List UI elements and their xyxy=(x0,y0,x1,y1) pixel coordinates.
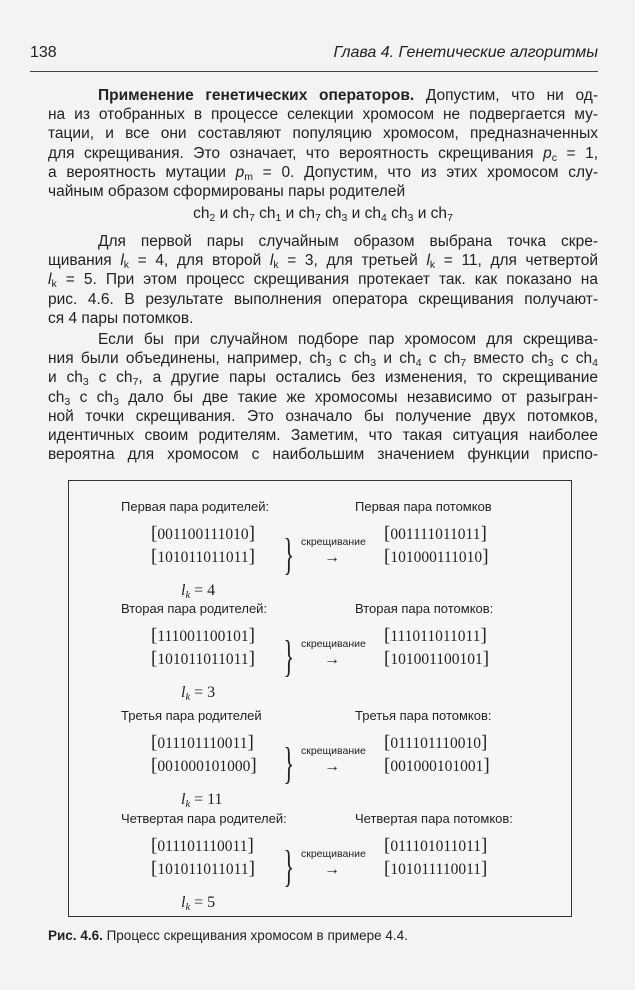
text-segment: = 0. Допустим, что из этих хромосом слу- xyxy=(252,163,598,181)
parents-matrix xyxy=(151,835,255,881)
parents-label: Третья пара родителей xyxy=(121,708,262,723)
text-line xyxy=(48,290,598,309)
pair-block xyxy=(69,499,571,605)
text-line xyxy=(48,270,598,289)
offspring-label: Вторая пара потомков: xyxy=(355,601,494,616)
brace-icon: } xyxy=(283,632,295,681)
offspring-chromosome: [ 001111011011 ] xyxy=(384,523,489,546)
pair-block xyxy=(69,708,571,814)
parent-chromosome: [ 001000101000 ] xyxy=(151,755,257,778)
text-segment: k xyxy=(123,259,130,272)
crossover-label: скрещивание xyxy=(301,638,366,650)
text-segment: l xyxy=(269,252,274,270)
text-segment: ся 4 пары потомков. xyxy=(48,309,194,327)
text-segment: и ch xyxy=(215,205,249,222)
text-segment: идентичных своим родителям. Заметим, что такая ситуация наиболее xyxy=(48,426,598,444)
lk-symbol: l xyxy=(181,582,186,599)
text-line xyxy=(48,426,598,445)
text-segment: и ch xyxy=(281,205,315,222)
text-segment: ch xyxy=(386,205,408,222)
text-segment: 3 xyxy=(370,357,377,370)
text-segment: = 5. При этом процесс скрещивания протекает так. как показано на xyxy=(56,271,598,289)
caption-label: Рис. 4.6. xyxy=(48,928,103,943)
caption-text: Процесс скрещивания хромосом в примере 4.4. xyxy=(102,928,408,943)
text-segment: = 3, для третьей xyxy=(278,252,427,270)
page-number: 138 xyxy=(30,44,57,61)
offspring-label: Первая пара потомков xyxy=(355,499,492,514)
lk-value: = 4 xyxy=(194,582,216,599)
text-segment: ch xyxy=(254,205,276,222)
arrow-right-icon: → xyxy=(324,861,340,878)
text-line xyxy=(48,204,598,223)
lk-value: = 3 xyxy=(194,684,216,701)
lk-subscript: k xyxy=(185,902,191,913)
text-line xyxy=(48,309,598,328)
text-segment: = 11, для четвертой xyxy=(435,252,598,270)
parents-label: Четвертая пара родителей: xyxy=(121,811,287,826)
text-segment: 3 xyxy=(113,395,119,408)
offspring-chromosome: [ 011101011011 ] xyxy=(384,835,487,858)
text-segment: = 4, для второй xyxy=(129,252,270,270)
text-segment: c xyxy=(551,151,557,164)
offspring-label: Четвертая пара потомков: xyxy=(355,811,513,826)
text-segment: с ch xyxy=(331,350,371,368)
text-segment: щивания xyxy=(48,252,121,270)
text-segment: k xyxy=(51,278,57,291)
lk-symbol: l xyxy=(181,684,186,701)
text-segment: ch xyxy=(193,205,210,222)
text-segment: 7 xyxy=(248,212,255,224)
offspring-chromosome: [ 101000111010 ] xyxy=(384,546,489,569)
paragraph-2 xyxy=(48,232,598,328)
text-line xyxy=(48,124,598,143)
text-segment: чайным образом сформированы пары родителей xyxy=(48,182,406,200)
text-segment: 4 xyxy=(381,212,387,224)
offspring-chromosome: [ 101011110011 ] xyxy=(384,858,487,881)
text-segment: 4 xyxy=(592,357,598,370)
pair-block xyxy=(69,601,571,707)
figure-caption xyxy=(48,928,408,943)
text-line xyxy=(48,105,598,124)
text-line xyxy=(48,388,598,407)
offspring-chromosome: [ 011101110010 ] xyxy=(384,732,490,755)
text-line xyxy=(48,182,598,201)
text-segment: k xyxy=(429,259,436,272)
text-segment: Допустим, что ни од- xyxy=(414,87,598,104)
parent-chromosome: [ 111001100101 ] xyxy=(151,625,255,648)
offspring-matrix xyxy=(384,835,487,881)
text-segment: и ch xyxy=(347,205,382,222)
text-segment: с ch xyxy=(553,350,593,368)
text-segment: на из отобранных в процессе селекции хромосом не подвергается му- xyxy=(48,106,598,124)
parent-chromosome: [ 101011011011 ] xyxy=(151,858,255,881)
text-segment: а вероятность мутации xyxy=(48,163,236,181)
text-segment: 2 xyxy=(209,212,216,224)
offspring-chromosome: [ 001000101001 ] xyxy=(384,755,490,778)
text-segment: 7 xyxy=(132,376,139,389)
text-line xyxy=(48,407,598,426)
parents-matrix xyxy=(151,523,255,569)
text-segment: k xyxy=(273,259,279,272)
text-segment: p xyxy=(543,144,552,162)
lk-subscript: k xyxy=(185,692,191,703)
arrow-right-icon: → xyxy=(324,651,340,668)
lk-symbol: l xyxy=(181,791,186,808)
offspring-chromosome: [ 101001100101 ] xyxy=(384,648,489,671)
parents-label: Вторая пара родителей: xyxy=(121,601,268,616)
text-segment: ной точки скрещивания. Это означало бы получение двух потомков, xyxy=(48,407,598,425)
text-line xyxy=(48,144,598,163)
text-segment: 7 xyxy=(447,212,453,224)
text-segment: и ch xyxy=(413,205,448,222)
text-segment: 3 xyxy=(547,357,554,370)
text-segment: 7 xyxy=(315,212,321,224)
text-line xyxy=(48,251,598,270)
parent-chromosome: [ 011101110011 ] xyxy=(151,732,257,755)
text-segment: и ch xyxy=(48,369,83,387)
parents-matrix xyxy=(151,625,255,671)
formula xyxy=(48,204,598,223)
text-segment: 3 xyxy=(341,212,348,224)
text-segment: l xyxy=(426,252,430,270)
crossover-point xyxy=(181,791,223,809)
text-line xyxy=(48,86,598,105)
text-segment: 4 xyxy=(415,357,422,370)
parent-chromosome: [ 011101110011 ] xyxy=(151,835,255,858)
text-segment: 7 xyxy=(460,357,467,370)
lk-value: = 5 xyxy=(194,894,216,911)
header-rule xyxy=(30,71,598,72)
text-line xyxy=(48,445,598,464)
text-line xyxy=(48,330,598,349)
text-segment: l xyxy=(48,271,52,289)
text-segment: 1 xyxy=(275,212,282,224)
lk-value: = 11 xyxy=(194,791,223,808)
parent-chromosome: [ 101011011011 ] xyxy=(151,546,255,569)
text-segment: 3 xyxy=(325,357,332,370)
paragraph-1 xyxy=(48,86,598,201)
text-segment: рис. 4.6. В результате выполнения оператора скрещивания получают- xyxy=(48,290,598,308)
text-segment: Применение генетических операторов. xyxy=(98,87,415,104)
text-segment: 3 xyxy=(82,376,89,389)
text-segment: ния были объединены, например, ch xyxy=(48,350,326,368)
text-segment: вероятна для хромосом с наибольшим значением функции приспо- xyxy=(48,446,598,464)
text-segment: ch xyxy=(320,205,342,222)
text-segment: = 1, xyxy=(556,144,599,162)
text-segment: дало бы две такие же хромосомы независимо от разыгран- xyxy=(118,388,599,406)
text-segment: с ch xyxy=(421,350,461,368)
parent-chromosome: [ 101011011011 ] xyxy=(151,648,255,671)
pair-block xyxy=(69,811,571,917)
crossover-point xyxy=(181,684,215,702)
crossover-label: скрещивание xyxy=(301,848,366,860)
crossover-point xyxy=(181,894,215,912)
text-segment: для скрещивания. Это означает, что вероятность скрещивания xyxy=(48,144,544,162)
brace-icon: } xyxy=(283,842,295,891)
figure-4-6 xyxy=(68,480,572,917)
text-segment: , а другие пары остались без изменения, то скрещивание xyxy=(138,369,599,387)
arrow-right-icon: → xyxy=(324,758,340,775)
text-segment: Для первой пары случайным образом выбрана точка скре- xyxy=(98,233,598,250)
text-line xyxy=(48,349,598,368)
offspring-label: Третья пара потомков: xyxy=(355,708,492,723)
text-line xyxy=(48,163,598,182)
text-segment: с ch xyxy=(88,369,133,387)
text-segment: 3 xyxy=(407,212,414,224)
lk-subscript: k xyxy=(185,799,191,810)
text-segment: с ch xyxy=(70,388,114,406)
paragraph-3 xyxy=(48,330,598,464)
text-segment: вместо ch xyxy=(466,350,548,368)
offspring-matrix xyxy=(384,732,490,778)
parents-matrix xyxy=(151,732,257,778)
text-segment: ch xyxy=(48,388,65,406)
lk-subscript: k xyxy=(185,590,191,601)
text-segment: Если бы при случайном подборе пар хромосом для скрещива- xyxy=(98,331,598,348)
text-segment: 3 xyxy=(64,395,71,408)
text-segment: и ch xyxy=(376,350,416,368)
text-line xyxy=(48,368,598,387)
offspring-chromosome: [ 111011011011 ] xyxy=(384,625,489,648)
brace-icon: } xyxy=(283,739,295,788)
text-segment: тации, и все они составляют популяцию хромосом, предназначенных xyxy=(48,125,598,143)
offspring-matrix xyxy=(384,625,489,671)
arrow-right-icon: → xyxy=(324,549,340,566)
brace-icon: } xyxy=(283,530,295,579)
parent-chromosome: [ 001100111010 ] xyxy=(151,523,255,546)
text-segment: l xyxy=(120,252,124,270)
text-segment: m xyxy=(244,170,253,183)
text-line xyxy=(48,232,598,251)
chapter-title: Глава 4. Генетические алгоритмы xyxy=(333,44,598,61)
text-segment: p xyxy=(235,163,245,181)
parents-label: Первая пара родителей: xyxy=(121,499,270,514)
offspring-matrix xyxy=(384,523,489,569)
lk-symbol: l xyxy=(181,894,186,911)
crossover-point xyxy=(181,582,215,600)
crossover-label: скрещивание xyxy=(301,536,366,548)
crossover-label: скрещивание xyxy=(301,745,366,757)
